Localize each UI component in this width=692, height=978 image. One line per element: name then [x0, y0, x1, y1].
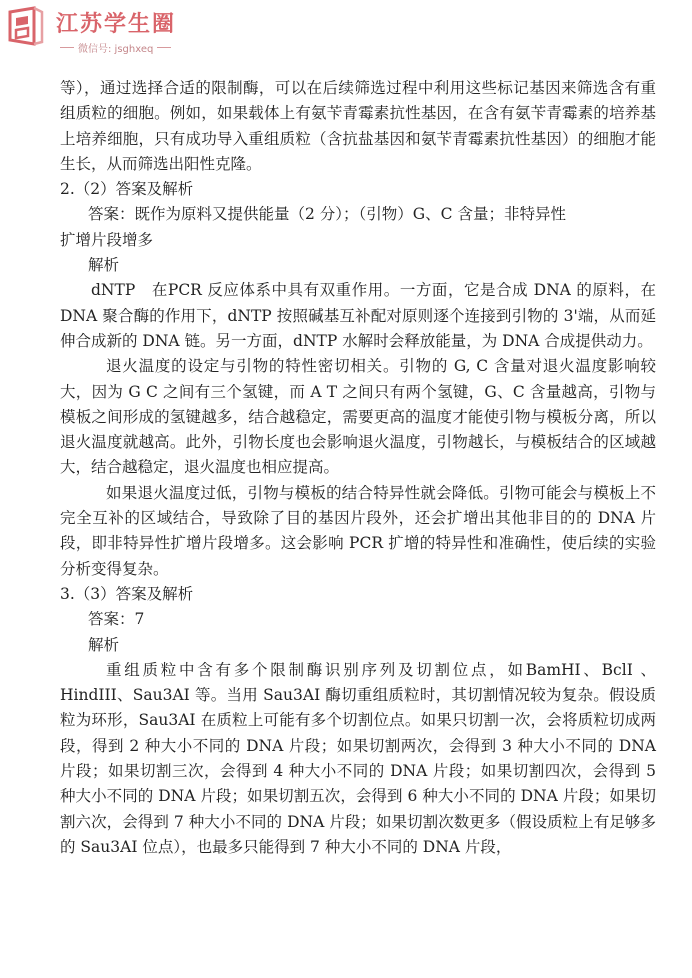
- analysis-2-label: 解析: [88, 256, 120, 275]
- site-logo: [4, 4, 176, 55]
- question-3-heading: 3.（3）答案及解析: [60, 584, 194, 603]
- answer-2-line2: 扩增片段增多: [60, 230, 154, 249]
- answer-2-line1: 答案：既作为原料又提供能量（2 分）；（引物）G、C 含量；非特异性: [88, 205, 566, 224]
- question-2-heading: 2.（2）答案及解析: [60, 180, 194, 199]
- paragraph-low-annealing: 如果退火温度过低，引物与模板的结合特异性就会降低。引物可能会与模板上不完全互补的区域结合，导致除了目的基因片段外，还会扩增出其他非目的的 DNA 片段，即非特异性扩增片段增多。这会影响 PCR 扩增的特异性和准确性，使后续的实验分析变得复杂。: [60, 483, 656, 578]
- paragraph-sau3ai: 重组质粒中含有多个限制酶识别序列及切割位点，如BamHI、BclI 、HindIII、Sau3AI 等。当用 Sau3AI 酶切重组质粒时，其切割情况较为复杂。假设质粒为环形，Sau3AI 在质粒上可能有多个切割位点。如果只切割一次，会将质粒切成两段，得到 2 种大小不同的 DNA 片段；如果切割两次，会得到 3 种大小不同的 DNA 片段；如果切割三次，会得到 4 种大小不同的 DNA 片段；如果切割四次，会得到 5 种大小不同的 DNA 片段；如果切割五次，会得到 6 种大小不同的 DNA 片段；如果切割六次，会得到 7 种大小不同的 DNA 片段；如果切割次数更多（假设质粒上有足够多的 Sau3AI 位点），也最多只能得到 7 种大小不同的 DNA 片段，: [60, 660, 656, 856]
- divider: [157, 47, 171, 48]
- wechat-id: 微信号: jsghxeq: [78, 44, 154, 55]
- divider: [60, 47, 74, 48]
- paragraph-dntp: dNTP 在PCR 反应体系中具有双重作用。一方面，它是合成 DNA 的原料，在 DNA 聚合酶的作用下，dNTP 按照碱基互补配对原则逐个连接到引物的 3'端，从而延伸合成新的 DNA 链。另一方面，dNTP 水解时会释放能量，为 DNA 合成提供动力。: [60, 281, 656, 350]
- analysis-3-label: 解析: [88, 635, 120, 654]
- logo-subtitle: [56, 40, 176, 55]
- answer-3: 答案：7: [88, 610, 145, 629]
- logo-icon: [4, 4, 48, 48]
- paragraph-annealing: 退火温度的设定与引物的特性密切相关。引物的 G, C 含量对退火温度影响较大，因为 G C 之间有三个氢键，而 A T 之间只有两个氢键，G、C 含量越高，引物与模板之间形成的氢键越多，结合越稳定，需要更高的温度才能使引物与模板分离，所以退火温度就越高。此外，引物长度也会影响退火温度，引物越长，与模板结合的区域越大，结合越稳定，退火温度也相应提高。: [60, 357, 656, 477]
- paragraph-marker-genes: 等），通过选择合适的限制酶，可以在后续筛选过程中利用这些标记基因来筛选含有重组质粒的细胞。例如，如果载体上有氨苄青霉素抗性基因，在含有氨苄青霉素的培养基上培养细胞，只有成功导入重组质粒（含抗盐基因和氨苄青霉素抗性基因）的细胞才能生长，从而筛选出阳性克隆。: [60, 79, 656, 173]
- logo-title: 江苏学生圈: [56, 12, 177, 37]
- document-body: [60, 76, 656, 860]
